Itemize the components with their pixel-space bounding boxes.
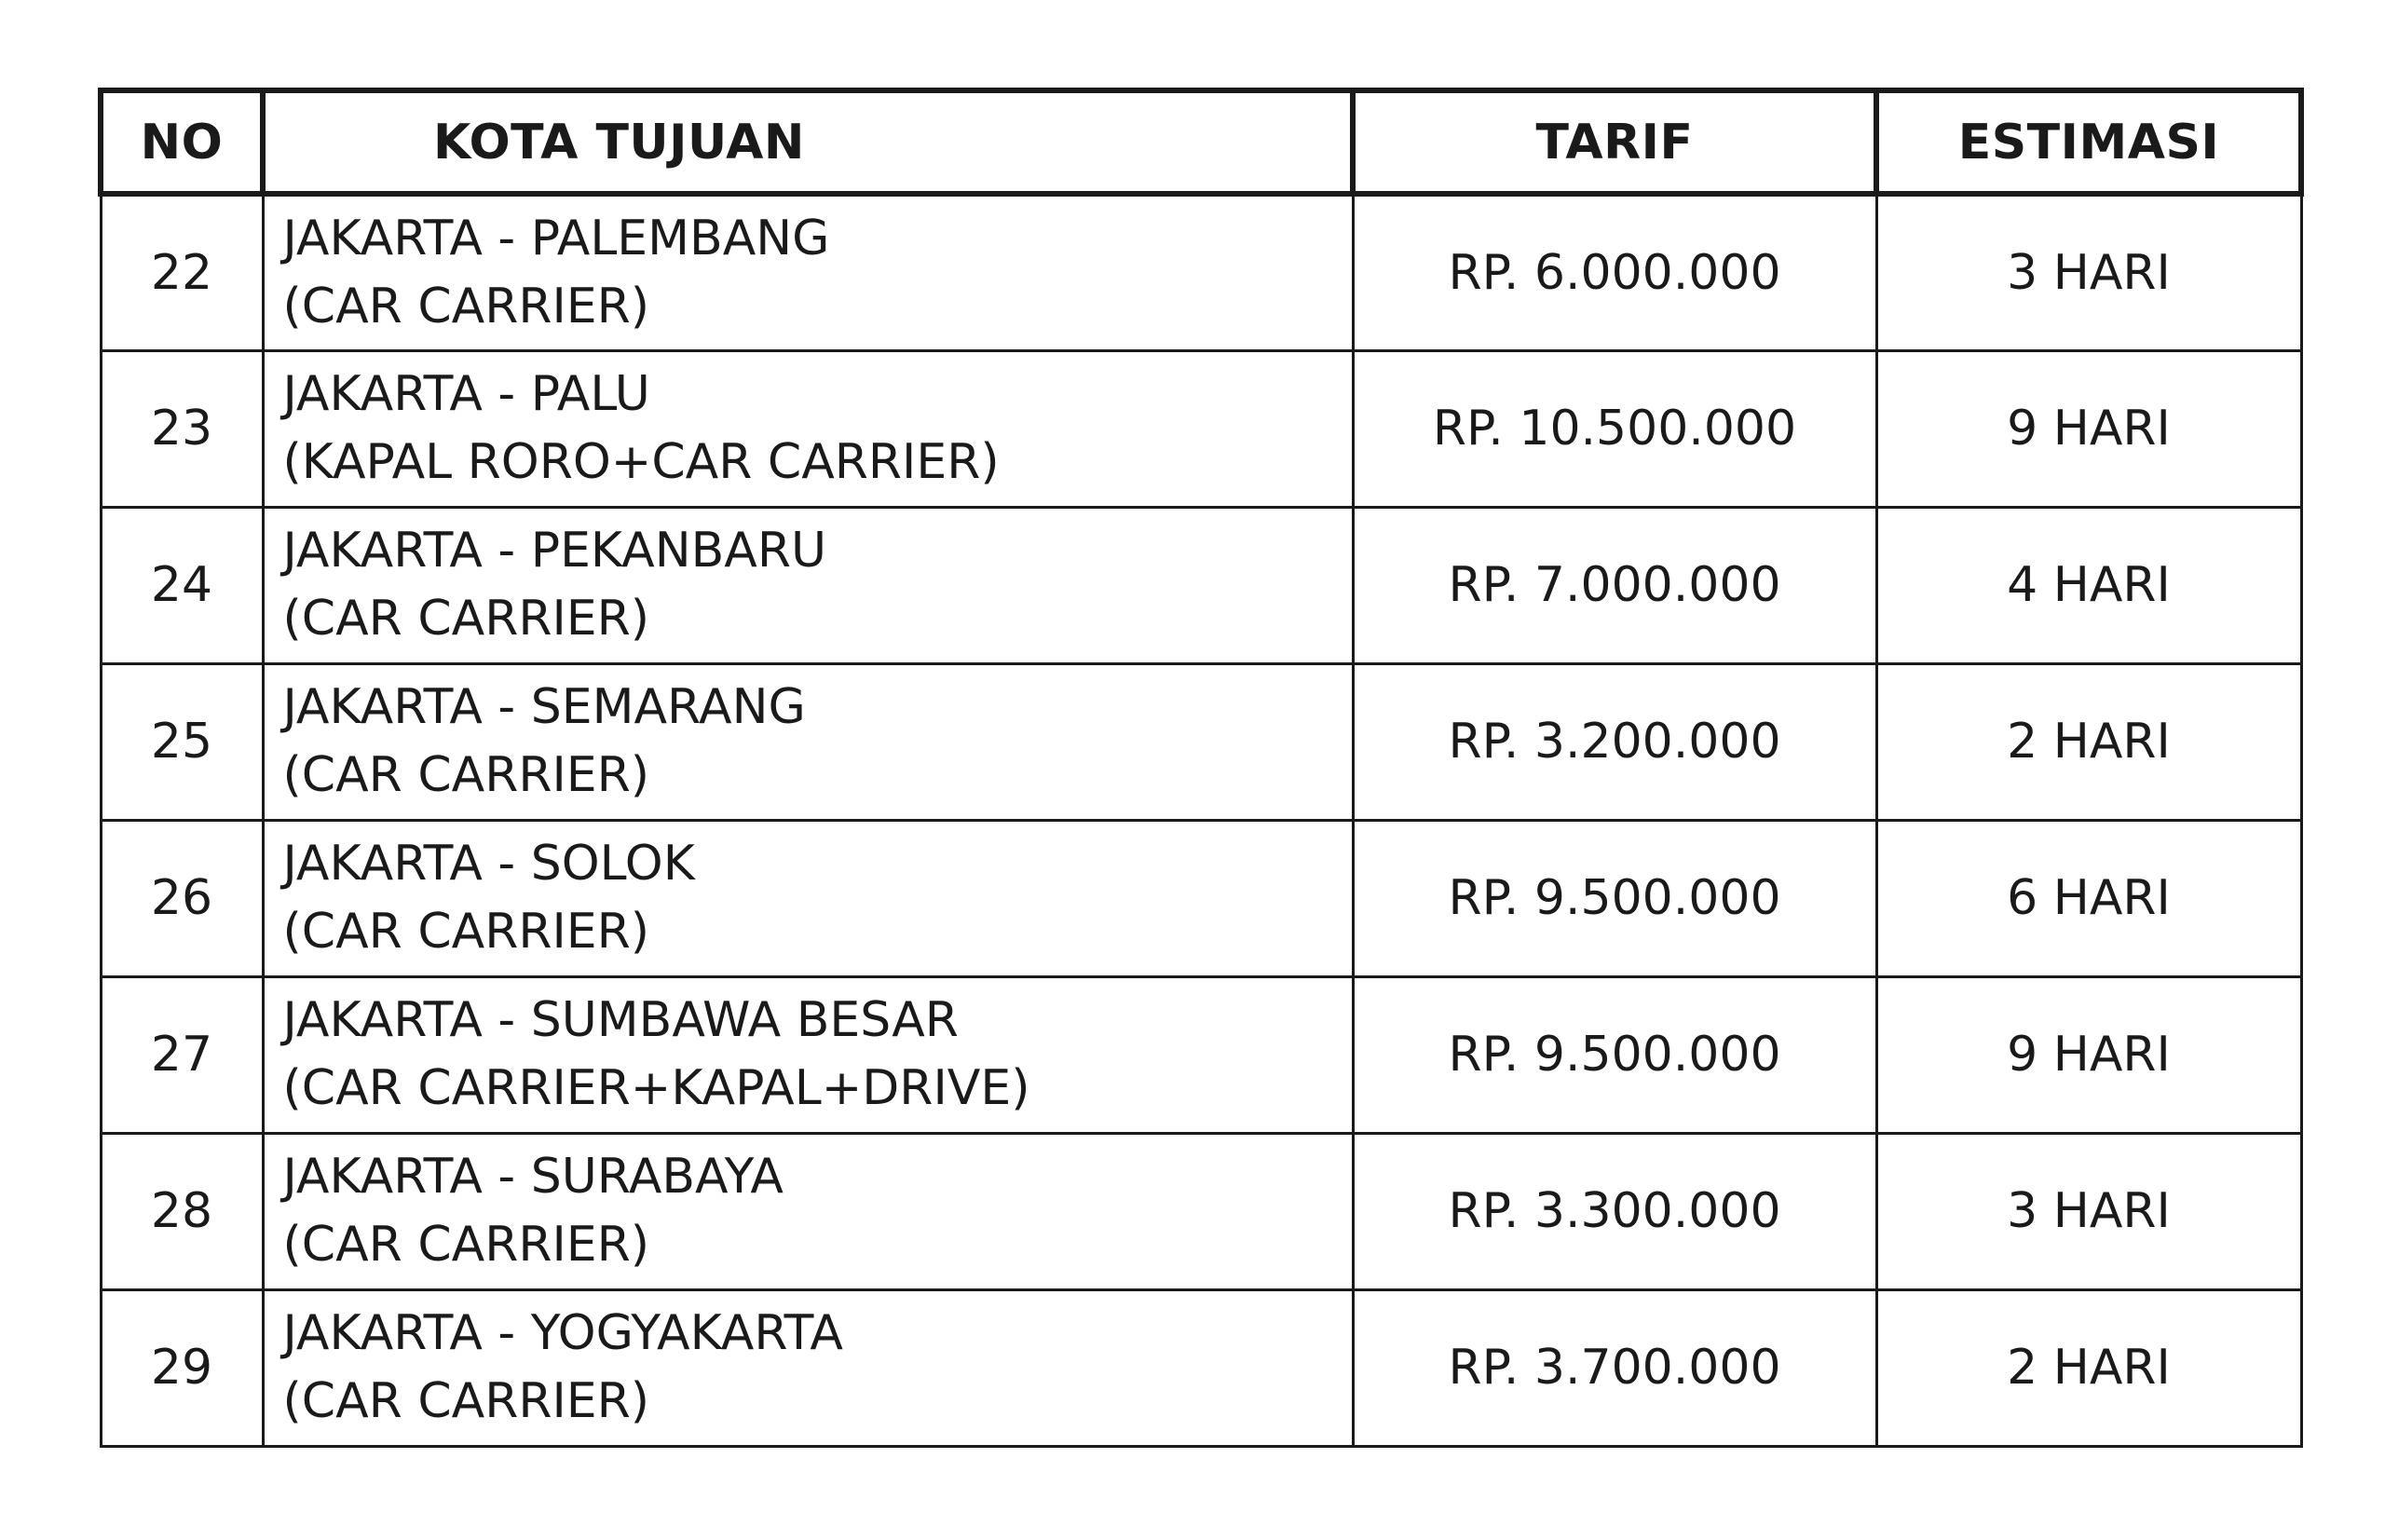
table-row <box>101 194 2301 350</box>
route-text: JAKARTA - PALU <box>282 366 650 422</box>
row-number: 22 <box>101 194 263 350</box>
row-number: 27 <box>101 976 263 1133</box>
tariff-value: RP. 9.500.000 <box>1353 976 1876 1133</box>
destination-cell <box>263 350 1353 507</box>
destination-cell <box>263 976 1353 1133</box>
table-row <box>101 350 2301 507</box>
table-row <box>101 1133 2301 1289</box>
route-text: JAKARTA - PALEMBANG <box>282 210 830 266</box>
estimate-value: 2 HARI <box>1876 1289 2301 1446</box>
table-row <box>101 507 2301 663</box>
transport-mode-text: (CAR CARRIER) <box>282 904 650 960</box>
tariff-table <box>98 88 2304 1448</box>
header-no: NO <box>101 90 263 194</box>
row-number: 25 <box>101 663 263 820</box>
table-row <box>101 1289 2301 1446</box>
table-header <box>101 90 2301 194</box>
transport-mode-text: (CAR CARRIER+KAPAL+DRIVE) <box>282 1060 1030 1116</box>
table-row <box>101 820 2301 976</box>
table-body <box>101 194 2301 1446</box>
estimate-value: 3 HARI <box>1876 194 2301 350</box>
route-text: JAKARTA - YOGYAKARTA <box>282 1305 843 1361</box>
transport-mode-text: (CAR CARRIER) <box>282 747 650 803</box>
tariff-value: RP. 3.200.000 <box>1353 663 1876 820</box>
route-text: JAKARTA - SUMBAWA BESAR <box>282 992 959 1048</box>
route-text: JAKARTA - SEMARANG <box>282 679 806 735</box>
header-kota-tujuan: KOTA TUJUAN <box>263 90 1353 194</box>
destination-cell <box>263 820 1353 976</box>
row-number: 24 <box>101 507 263 663</box>
transport-mode-text: (CAR CARRIER) <box>282 278 650 334</box>
destination-cell <box>263 507 1353 663</box>
tariff-value: RP. 9.500.000 <box>1353 820 1876 976</box>
transport-mode-text: (CAR CARRIER) <box>282 1373 650 1429</box>
table-row <box>101 976 2301 1133</box>
destination-cell <box>263 1289 1353 1446</box>
destination-cell <box>263 663 1353 820</box>
route-text: JAKARTA - PEKANBARU <box>282 523 827 579</box>
transport-mode-text: (CAR CARRIER) <box>282 591 650 647</box>
estimate-value: 9 HARI <box>1876 976 2301 1133</box>
row-number: 29 <box>101 1289 263 1446</box>
route-text: JAKARTA - SOLOK <box>282 836 695 892</box>
header-row <box>101 90 2301 194</box>
estimate-value: 9 HARI <box>1876 350 2301 507</box>
row-number: 28 <box>101 1133 263 1289</box>
estimate-value: 4 HARI <box>1876 507 2301 663</box>
transport-mode-text: (KAPAL RORO+CAR CARRIER) <box>282 434 1000 490</box>
estimate-value: 6 HARI <box>1876 820 2301 976</box>
route-text: JAKARTA - SURABAYA <box>282 1149 784 1205</box>
transport-mode-text: (CAR CARRIER) <box>282 1217 650 1273</box>
tariff-value: RP. 10.500.000 <box>1353 350 1876 507</box>
header-estimasi: ESTIMASI <box>1876 90 2301 194</box>
destination-cell <box>263 1133 1353 1289</box>
tariff-value: RP. 3.700.000 <box>1353 1289 1876 1446</box>
row-number: 26 <box>101 820 263 976</box>
destination-cell <box>263 194 1353 350</box>
estimate-value: 2 HARI <box>1876 663 2301 820</box>
estimate-value: 3 HARI <box>1876 1133 2301 1289</box>
tariff-value: RP. 6.000.000 <box>1353 194 1876 350</box>
row-number: 23 <box>101 350 263 507</box>
table-row <box>101 663 2301 820</box>
header-tarif: TARIF <box>1353 90 1876 194</box>
tariff-value: RP. 3.300.000 <box>1353 1133 1876 1289</box>
tariff-value: RP. 7.000.000 <box>1353 507 1876 663</box>
